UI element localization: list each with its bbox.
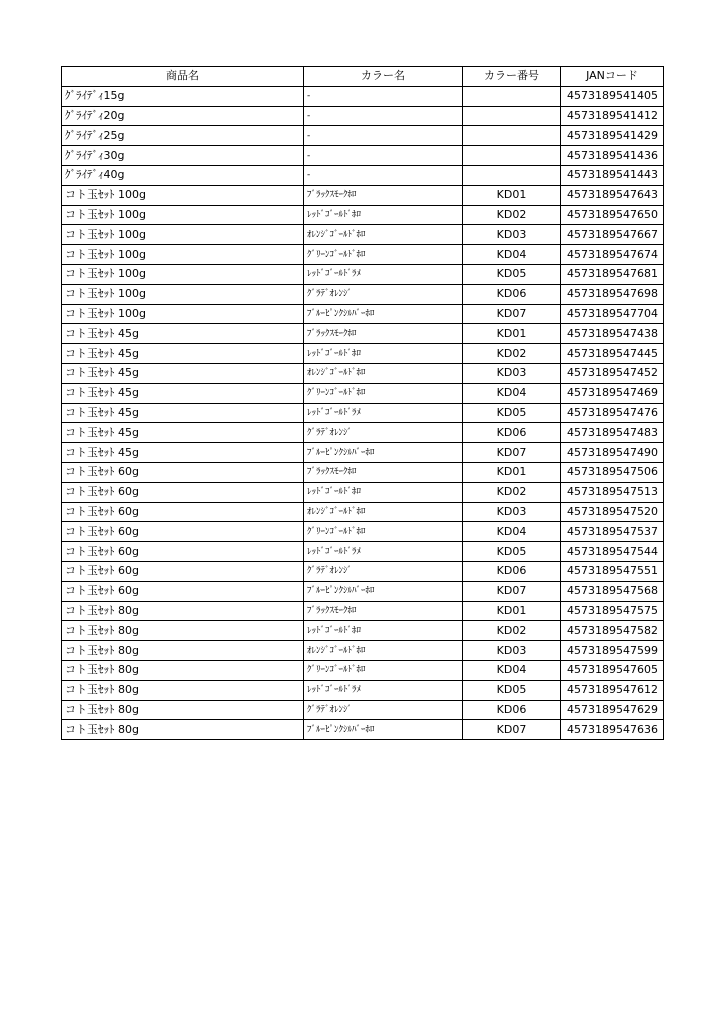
table-row (62, 680, 664, 700)
color-name-cell: ﾚｯﾄﾞｺﾞｰﾙﾄﾞﾗﾒ (304, 680, 463, 700)
color-name-cell: ｵﾚﾝｼﾞｺﾞｰﾙﾄﾞﾎﾛ (304, 225, 463, 245)
product-name-cell: コト玉ｾｯﾄ 60g (62, 482, 304, 502)
color-number-cell: KD07 (463, 443, 561, 463)
table-row (62, 720, 664, 740)
jan-code-cell: 4573189547490 (561, 443, 664, 463)
color-name-cell: ｸﾞﾘｰﾝｺﾞｰﾙﾄﾞﾎﾛ (304, 383, 463, 403)
color-name-cell: - (304, 126, 463, 146)
header-color-number: カラー番号 (463, 67, 561, 87)
product-name-cell: コト玉ｾｯﾄ 45g (62, 443, 304, 463)
table-row (62, 621, 664, 641)
header-row (62, 67, 664, 87)
color-number-cell: KD04 (463, 383, 561, 403)
table-row (62, 185, 664, 205)
product-name-cell: コト玉ｾｯﾄ 45g (62, 344, 304, 364)
product-name-cell: コト玉ｾｯﾄ 80g (62, 700, 304, 720)
table-row (62, 502, 664, 522)
color-name-cell: ﾚｯﾄﾞｺﾞｰﾙﾄﾞﾎﾛ (304, 621, 463, 641)
color-name-cell: ﾌﾞﾙｰﾋﾟﾝｸｼﾙﾊﾞｰﾎﾛ (304, 443, 463, 463)
color-number-cell: KD03 (463, 502, 561, 522)
product-name-cell: コト玉ｾｯﾄ 45g (62, 363, 304, 383)
table-row (62, 344, 664, 364)
product-name-cell: コト玉ｾｯﾄ 45g (62, 324, 304, 344)
table-row (62, 284, 664, 304)
color-number-cell: KD06 (463, 561, 561, 581)
product-name-cell: コト玉ｾｯﾄ 100g (62, 264, 304, 284)
jan-code-cell: 4573189547650 (561, 205, 664, 225)
product-name-cell: コト玉ｾｯﾄ 100g (62, 185, 304, 205)
jan-code-cell: 4573189547704 (561, 304, 664, 324)
color-name-cell: ﾌﾞﾗｯｸｽﾓｰｸﾎﾛ (304, 185, 463, 205)
product-name-cell: ｸﾞﾗｲﾃﾞｨ40g (62, 165, 304, 185)
color-name-cell: ｸﾞﾗﾃﾞｵﾚﾝｼﾞ (304, 561, 463, 581)
product-name-cell: コト玉ｾｯﾄ 60g (62, 502, 304, 522)
color-number-cell: KD06 (463, 700, 561, 720)
color-name-cell: ﾚｯﾄﾞｺﾞｰﾙﾄﾞﾎﾛ (304, 205, 463, 225)
table-row (62, 304, 664, 324)
product-name-cell: コト玉ｾｯﾄ 100g (62, 245, 304, 265)
color-number-cell: KD03 (463, 363, 561, 383)
color-name-cell: - (304, 165, 463, 185)
color-name-cell: ﾚｯﾄﾞｺﾞｰﾙﾄﾞﾎﾛ (304, 344, 463, 364)
product-name-cell: ｸﾞﾗｲﾃﾞｨ25g (62, 126, 304, 146)
color-number-cell: KD07 (463, 304, 561, 324)
jan-code-cell: 4573189547476 (561, 403, 664, 423)
jan-code-cell: 4573189547582 (561, 621, 664, 641)
color-name-cell: ｸﾞﾗﾃﾞｵﾚﾝｼﾞ (304, 423, 463, 443)
jan-code-cell: 4573189547469 (561, 383, 664, 403)
product-name-cell: コト玉ｾｯﾄ 45g (62, 423, 304, 443)
table-row (62, 561, 664, 581)
jan-code-cell: 4573189547674 (561, 245, 664, 265)
header-color-name: カラー名 (304, 67, 463, 87)
product-name-cell: ｸﾞﾗｲﾃﾞｨ15g (62, 86, 304, 106)
jan-code-cell: 4573189547513 (561, 482, 664, 502)
jan-code-cell: 4573189547551 (561, 561, 664, 581)
product-name-cell: ｸﾞﾗｲﾃﾞｨ20g (62, 106, 304, 126)
product-name-cell: コト玉ｾｯﾄ 60g (62, 462, 304, 482)
color-name-cell: ﾚｯﾄﾞｺﾞｰﾙﾄﾞﾗﾒ (304, 542, 463, 562)
product-name-cell: コト玉ｾｯﾄ 45g (62, 403, 304, 423)
color-number-cell: KD04 (463, 522, 561, 542)
color-name-cell: - (304, 146, 463, 166)
table-row (62, 482, 664, 502)
header-product-name: 商品名 (62, 67, 304, 87)
table-row (62, 225, 664, 245)
jan-code-cell: 4573189547575 (561, 601, 664, 621)
table-row (62, 264, 664, 284)
color-number-cell: KD07 (463, 720, 561, 740)
table-row (62, 245, 664, 265)
color-name-cell: ﾌﾞﾗｯｸｽﾓｰｸﾎﾛ (304, 324, 463, 344)
jan-code-cell: 4573189547681 (561, 264, 664, 284)
jan-code-cell: 4573189547698 (561, 284, 664, 304)
jan-code-cell: 4573189541412 (561, 106, 664, 126)
table-row (62, 581, 664, 601)
jan-code-cell: 4573189547537 (561, 522, 664, 542)
color-name-cell: ﾚｯﾄﾞｺﾞｰﾙﾄﾞﾎﾛ (304, 482, 463, 502)
table-row (62, 146, 664, 166)
color-name-cell: ﾌﾞﾗｯｸｽﾓｰｸﾎﾛ (304, 462, 463, 482)
color-name-cell: ｵﾚﾝｼﾞｺﾞｰﾙﾄﾞﾎﾛ (304, 641, 463, 661)
product-name-cell: コト玉ｾｯﾄ 100g (62, 225, 304, 245)
table-row (62, 601, 664, 621)
jan-code-cell: 4573189547445 (561, 344, 664, 364)
product-name-cell: ｸﾞﾗｲﾃﾞｨ30g (62, 146, 304, 166)
color-name-cell: ｸﾞﾘｰﾝｺﾞｰﾙﾄﾞﾎﾛ (304, 660, 463, 680)
color-name-cell: ｸﾞﾗﾃﾞｵﾚﾝｼﾞ (304, 700, 463, 720)
color-number-cell (463, 126, 561, 146)
jan-code-cell: 4573189547643 (561, 185, 664, 205)
jan-code-cell: 4573189547599 (561, 641, 664, 661)
color-number-cell: KD05 (463, 680, 561, 700)
color-name-cell: ﾌﾞﾙｰﾋﾟﾝｸｼﾙﾊﾞｰﾎﾛ (304, 581, 463, 601)
table-row (62, 205, 664, 225)
header-jan-code: JANコード (561, 67, 664, 87)
color-number-cell: KD07 (463, 581, 561, 601)
product-name-cell: コト玉ｾｯﾄ 80g (62, 720, 304, 740)
color-name-cell: - (304, 86, 463, 106)
color-number-cell: KD02 (463, 344, 561, 364)
table-row (62, 542, 664, 562)
product-name-cell: コト玉ｾｯﾄ 80g (62, 680, 304, 700)
table-row (62, 462, 664, 482)
product-name-cell: コト玉ｾｯﾄ 80g (62, 660, 304, 680)
table-row (62, 660, 664, 680)
color-name-cell: ﾌﾞﾙｰﾋﾟﾝｸｼﾙﾊﾞｰﾎﾛ (304, 304, 463, 324)
color-name-cell: - (304, 106, 463, 126)
color-name-cell: ｸﾞﾗﾃﾞｵﾚﾝｼﾞ (304, 284, 463, 304)
color-number-cell: KD03 (463, 225, 561, 245)
product-name-cell: コト玉ｾｯﾄ 60g (62, 581, 304, 601)
table-row (62, 106, 664, 126)
color-number-cell: KD02 (463, 621, 561, 641)
color-number-cell: KD05 (463, 264, 561, 284)
product-name-cell: コト玉ｾｯﾄ 100g (62, 284, 304, 304)
color-number-cell: KD05 (463, 403, 561, 423)
color-number-cell: KD01 (463, 324, 561, 344)
color-number-cell: KD03 (463, 641, 561, 661)
color-number-cell (463, 106, 561, 126)
jan-code-cell: 4573189547520 (561, 502, 664, 522)
product-name-cell: コト玉ｾｯﾄ 60g (62, 522, 304, 542)
color-number-cell: KD04 (463, 660, 561, 680)
table-row (62, 383, 664, 403)
jan-code-cell: 4573189547438 (561, 324, 664, 344)
color-name-cell: ｸﾞﾘｰﾝｺﾞｰﾙﾄﾞﾎﾛ (304, 245, 463, 265)
jan-code-cell: 4573189547568 (561, 581, 664, 601)
jan-code-cell: 4573189541405 (561, 86, 664, 106)
product-name-cell: コト玉ｾｯﾄ 100g (62, 205, 304, 225)
table-row (62, 443, 664, 463)
color-number-cell: KD01 (463, 601, 561, 621)
color-number-cell: KD04 (463, 245, 561, 265)
color-number-cell: KD02 (463, 482, 561, 502)
table-row (62, 363, 664, 383)
jan-code-cell: 4573189547544 (561, 542, 664, 562)
table-row (62, 641, 664, 661)
product-name-cell: コト玉ｾｯﾄ 80g (62, 601, 304, 621)
color-name-cell: ｵﾚﾝｼﾞｺﾞｰﾙﾄﾞﾎﾛ (304, 363, 463, 383)
jan-code-cell: 4573189541429 (561, 126, 664, 146)
product-name-cell: コト玉ｾｯﾄ 60g (62, 561, 304, 581)
color-number-cell: KD01 (463, 185, 561, 205)
product-name-cell: コト玉ｾｯﾄ 80g (62, 641, 304, 661)
color-name-cell: ﾌﾞﾙｰﾋﾟﾝｸｼﾙﾊﾞｰﾎﾛ (304, 720, 463, 740)
jan-code-cell: 4573189547483 (561, 423, 664, 443)
color-number-cell (463, 86, 561, 106)
product-name-cell: コト玉ｾｯﾄ 100g (62, 304, 304, 324)
color-number-cell: KD02 (463, 205, 561, 225)
jan-code-cell: 4573189541443 (561, 165, 664, 185)
color-number-cell: KD06 (463, 423, 561, 443)
product-sheet (61, 66, 664, 740)
color-name-cell: ｵﾚﾝｼﾞｺﾞｰﾙﾄﾞﾎﾛ (304, 502, 463, 522)
product-table (61, 66, 664, 740)
color-number-cell (463, 165, 561, 185)
table-row (62, 522, 664, 542)
color-name-cell: ﾚｯﾄﾞｺﾞｰﾙﾄﾞﾗﾒ (304, 264, 463, 284)
color-number-cell: KD01 (463, 462, 561, 482)
table-body (62, 86, 664, 739)
table-row (62, 403, 664, 423)
jan-code-cell: 4573189547605 (561, 660, 664, 680)
jan-code-cell: 4573189547612 (561, 680, 664, 700)
table-row (62, 423, 664, 443)
color-name-cell: ﾌﾞﾗｯｸｽﾓｰｸﾎﾛ (304, 601, 463, 621)
jan-code-cell: 4573189547629 (561, 700, 664, 720)
product-name-cell: コト玉ｾｯﾄ 80g (62, 621, 304, 641)
table-row (62, 324, 664, 344)
jan-code-cell: 4573189547636 (561, 720, 664, 740)
product-name-cell: コト玉ｾｯﾄ 45g (62, 383, 304, 403)
jan-code-cell: 4573189547506 (561, 462, 664, 482)
table-row (62, 700, 664, 720)
table-row (62, 126, 664, 146)
color-number-cell: KD05 (463, 542, 561, 562)
jan-code-cell: 4573189541436 (561, 146, 664, 166)
jan-code-cell: 4573189547452 (561, 363, 664, 383)
product-name-cell: コト玉ｾｯﾄ 60g (62, 542, 304, 562)
jan-code-cell: 4573189547667 (561, 225, 664, 245)
color-number-cell: KD06 (463, 284, 561, 304)
table-row (62, 165, 664, 185)
color-name-cell: ﾚｯﾄﾞｺﾞｰﾙﾄﾞﾗﾒ (304, 403, 463, 423)
color-number-cell (463, 146, 561, 166)
table-row (62, 86, 664, 106)
color-name-cell: ｸﾞﾘｰﾝｺﾞｰﾙﾄﾞﾎﾛ (304, 522, 463, 542)
